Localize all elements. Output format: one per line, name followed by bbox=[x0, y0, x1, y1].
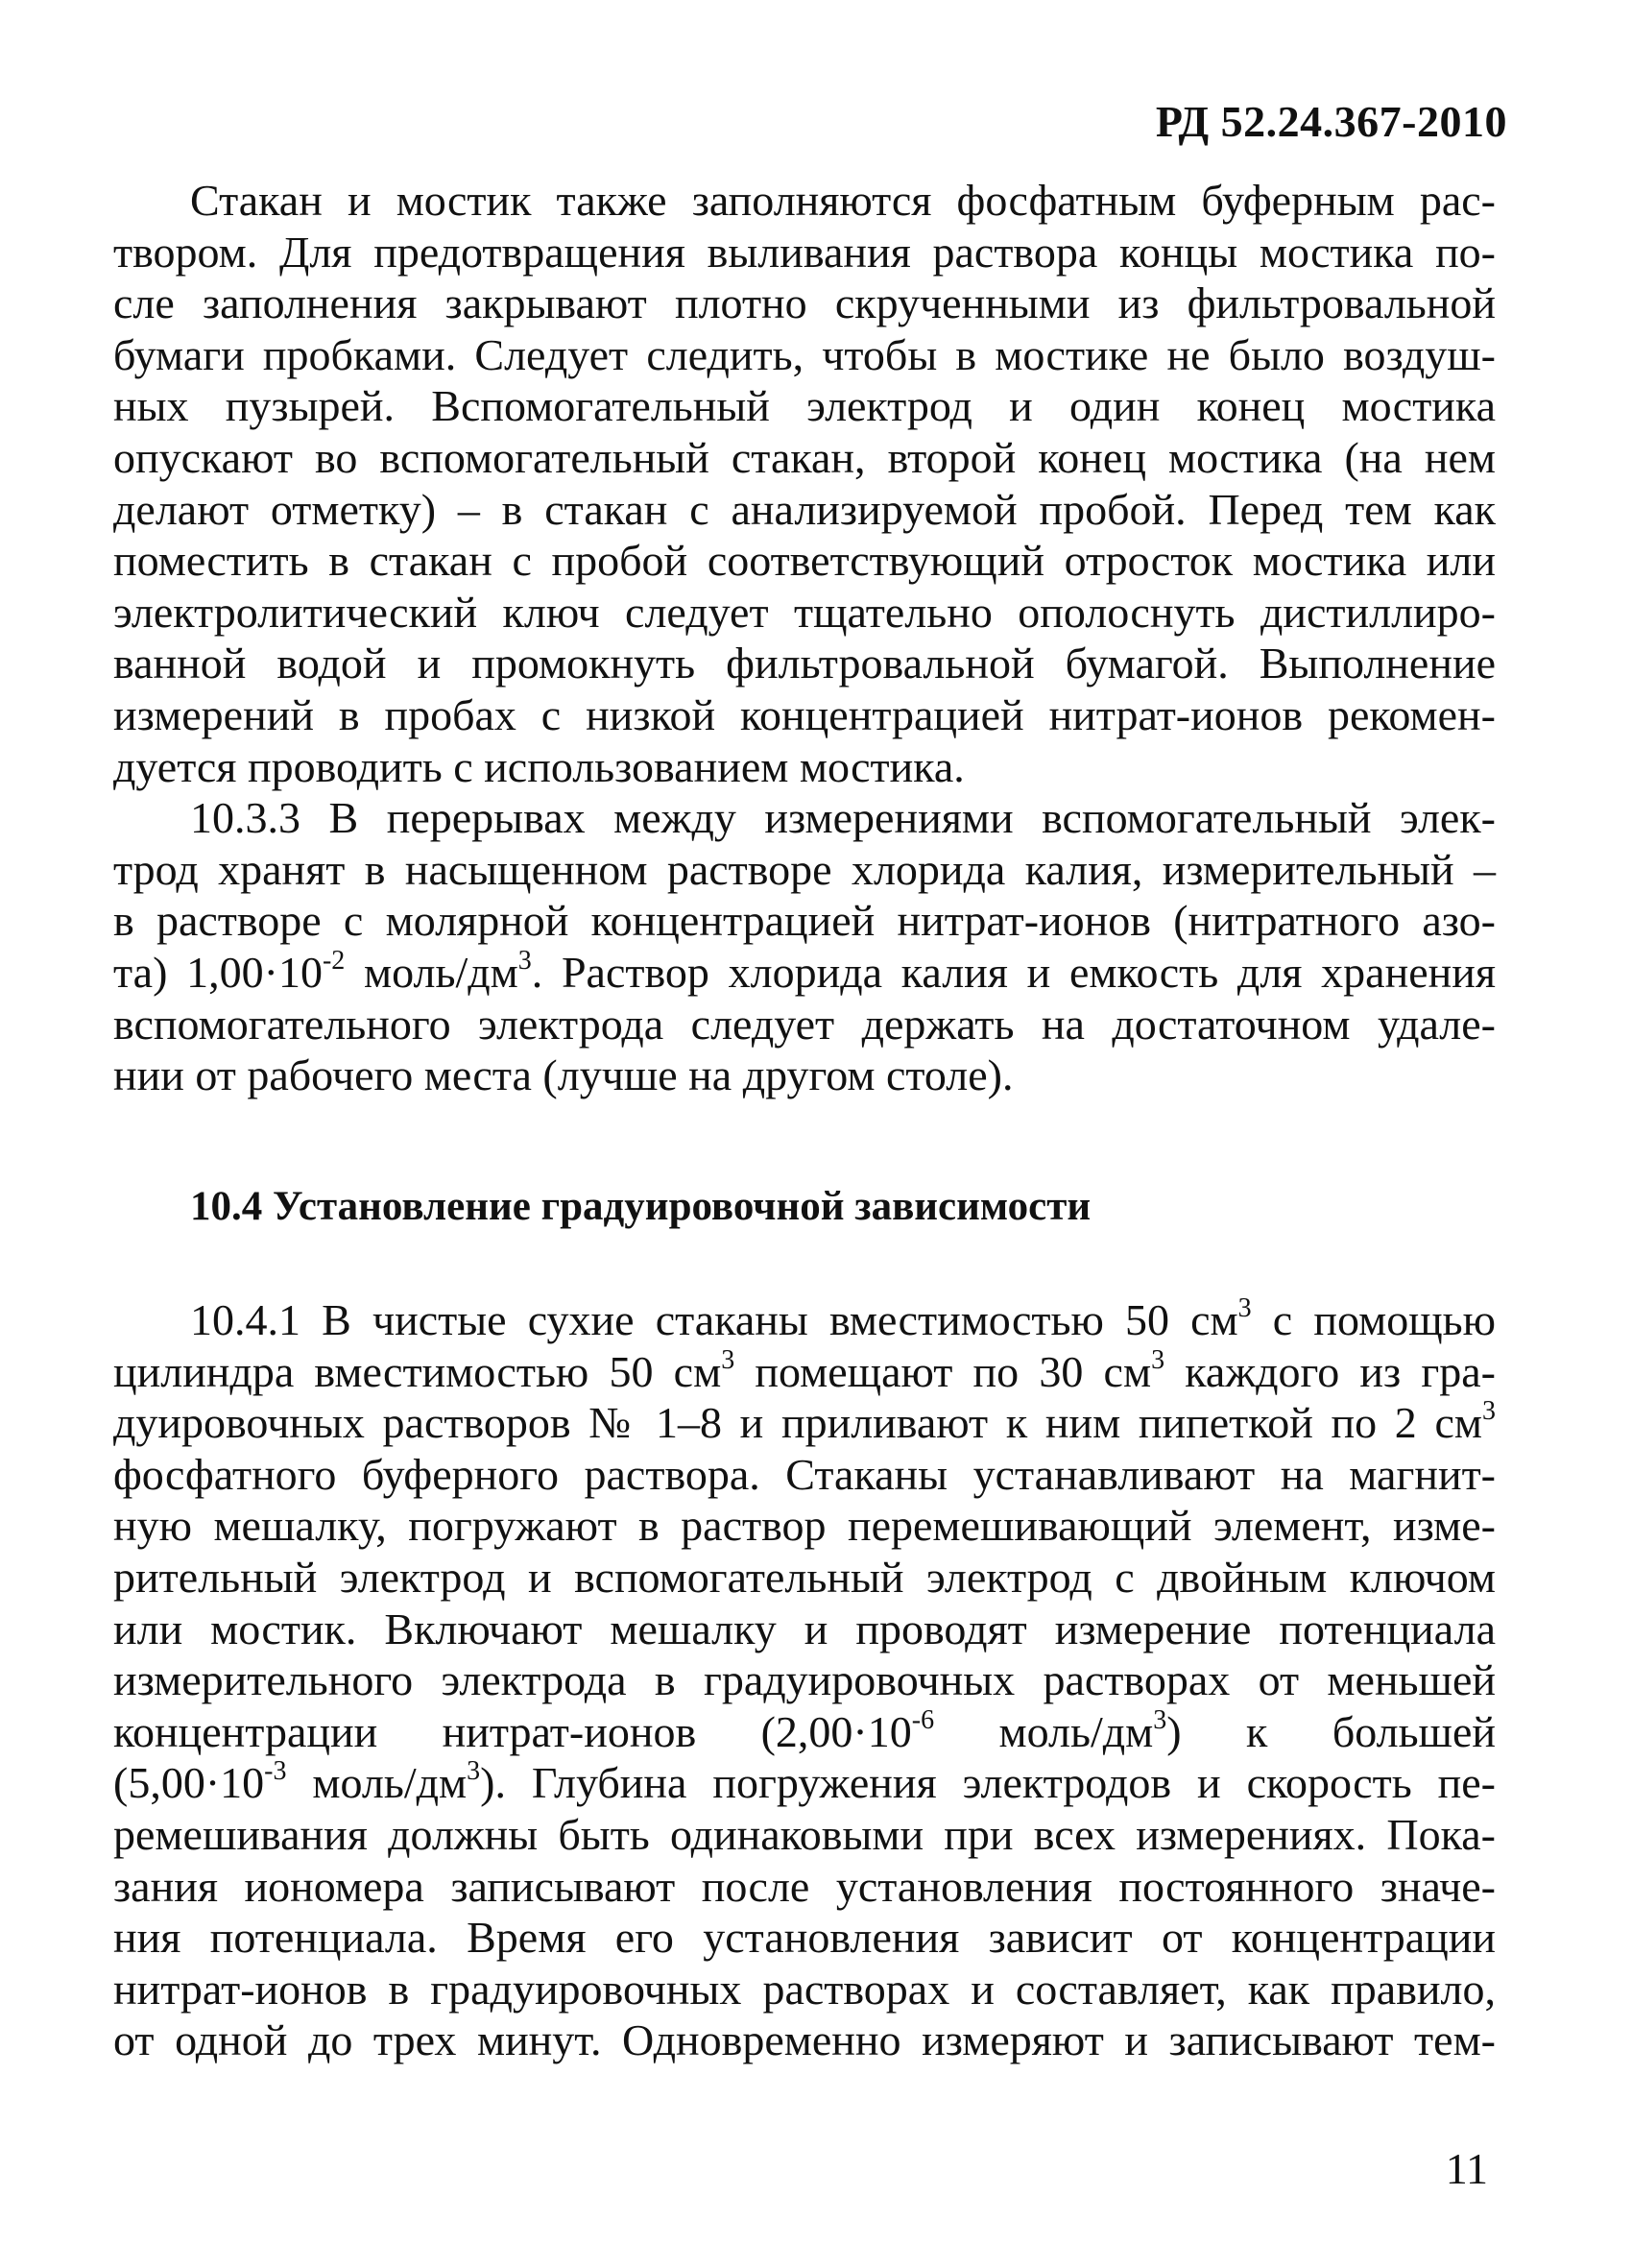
text-line: ния потенциала. Время его установления зависит от концентрации bbox=[113, 1913, 1496, 1963]
paragraph-block-1 bbox=[113, 175, 1496, 1101]
text-line-with-exponent: та) $1,00\cdot 10^{-2}$ моль/$дм^3$. Раствор хлорида калия и емкость для хранения bbox=[113, 945, 1497, 997]
text-line: рительный электрод и вспомогательный электрод с двойным ключом bbox=[113, 1552, 1496, 1602]
text-line: дуется проводить с использованием мостика. bbox=[113, 741, 965, 791]
text-line-with-exponent: концентрации нитрат-ионов ($2,00\cdot 10^{-6}$ моль/$дм^3$) к большей bbox=[113, 1704, 1497, 1756]
text-line: нии от рабочего места (лучше на другом столе). bbox=[113, 1050, 1014, 1100]
text-line-with-exponent: ($5,00\cdot 10^{-3}$ моль/$дм^3$). Глубина погружения электродов и скорость пе- bbox=[113, 1756, 1496, 1808]
text-line: зания иономера записывают после установления постоянного значе- bbox=[113, 1861, 1496, 1911]
text-line: ных пузырей. Вспомогательный электрод и один конец мостика bbox=[113, 381, 1496, 431]
text-line: твором. Для предотвращения выливания раствора концы мостика по- bbox=[113, 227, 1496, 277]
text-line: Стакан и мостик также заполняются фосфатным буферным рас- bbox=[190, 176, 1496, 225]
text-line: в растворе с молярной концентрацией нитрат-ионов (нитратного азо- bbox=[113, 896, 1496, 946]
text-line: ванной водой и промокнуть фильтровальной бумагой. Выполнение bbox=[113, 639, 1496, 688]
section-heading: 10.4 Установление градуировочной зависимости bbox=[190, 1184, 1092, 1229]
paragraph-block-2 bbox=[113, 1294, 1496, 2066]
text-line: ную мешалку, погружают в раствор перемешивающий элемент, изме- bbox=[113, 1501, 1496, 1551]
text-line: или мостик. Включают мешалку и проводят измерение потенциала bbox=[113, 1604, 1496, 1653]
text-line: сле заполнения закрывают плотно скрученными из фильтровальной bbox=[113, 278, 1496, 328]
clause-10-4-1-line: 10.4.1 В чистые сухие стаканы вместимостью 50 $см^3$ с помощью bbox=[190, 1293, 1496, 1344]
text-line: от одной до трех минут. Одновременно измеряют и записывают тем- bbox=[113, 2015, 1496, 2065]
text-line: трод хранят в насыщенном растворе хлорида калия, измерительный – bbox=[113, 844, 1496, 894]
text-line-with-exponent: дуировочных растворов № 1–8 и приливают к ним пипеткой по 2 $см^3$ bbox=[113, 1396, 1496, 1448]
text-line-with-exponent: цилиндра вместимостью 50 $см^3$ помещают по 30 $см^3$ каждого из гра- bbox=[113, 1344, 1496, 1396]
clause-10-3-3-line: 10.3.3 В перерывах между измерениями вспомогательный элек- bbox=[190, 793, 1496, 843]
text-line: ремешивания должны быть одинаковыми при всех измерениях. Пока- bbox=[113, 1809, 1496, 1859]
text-line: поместить в стакан с пробой соответствующий отросток мостика или bbox=[113, 536, 1496, 586]
text-line: бумаги пробками. Следует следить, чтобы в мостике не было воздуш- bbox=[113, 329, 1496, 379]
document-code: РД 52.24.367-2010 bbox=[1155, 97, 1507, 146]
text-line: делают отметку) – в стакан с анализируемой пробой. Перед тем как bbox=[113, 484, 1496, 534]
text-line: измерений в пробах с низкой концентрацией нитрат-ионов рекомен- bbox=[113, 689, 1496, 739]
text-line: вспомогательного электрода следует держать на достаточном удале- bbox=[113, 999, 1496, 1049]
text-line: опускают во вспомогательный стакан, второй конец мостика (на нем bbox=[113, 432, 1496, 482]
text-line: измерительного электрода в градуировочных растворах от меньшей bbox=[113, 1655, 1496, 1705]
page-number: 11 bbox=[1445, 2144, 1488, 2193]
text-line: фосфатного буферного раствора. Стаканы устанавливают на магнит- bbox=[113, 1449, 1496, 1499]
text-line: нитрат-ионов в градуировочных растворах и составляет, как правило, bbox=[113, 1964, 1496, 2014]
text-line: электролитический ключ следует тщательно ополоснуть дистиллиро- bbox=[113, 587, 1496, 637]
